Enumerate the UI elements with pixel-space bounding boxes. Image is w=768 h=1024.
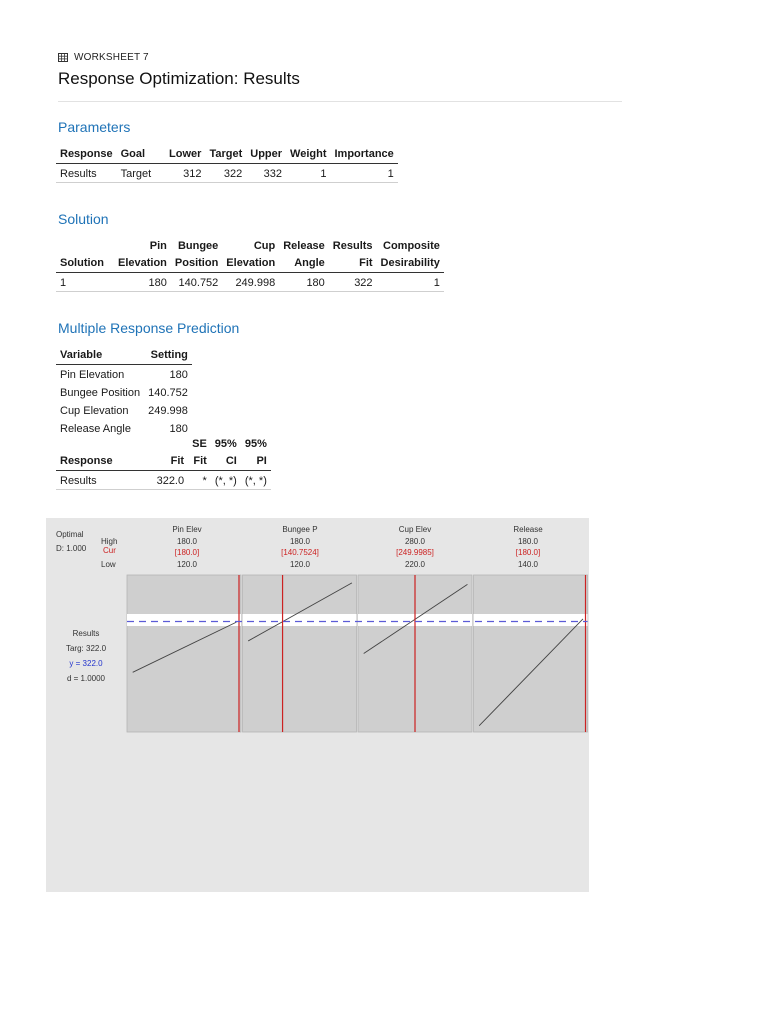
table-cell: 1: [331, 164, 398, 183]
variable-settings-table: [56, 347, 192, 437]
low-label: Low: [101, 560, 116, 569]
factor-cur: [249.9985]: [396, 548, 434, 557]
table-header-row: [56, 436, 271, 453]
table-header-row: [56, 453, 271, 471]
factor-high: 180.0: [517, 537, 539, 546]
table-row: [56, 164, 398, 183]
column-header: Cup: [253, 240, 276, 252]
target-band: [243, 614, 357, 626]
column-header: Position: [171, 255, 222, 273]
column-header: Elevation: [114, 255, 171, 273]
response-name-label: Results: [72, 629, 100, 638]
desirability-label: d = 1.0000: [66, 674, 106, 683]
factor-low: 120.0: [176, 560, 198, 569]
column-header: Elevation: [222, 255, 279, 273]
prediction-title: Multiple Response Prediction: [58, 320, 240, 336]
column-header: PI: [241, 453, 271, 471]
factor-header-bungee: [281, 525, 319, 569]
column-header: Desirability: [377, 255, 444, 273]
factor-header-pin: [172, 525, 201, 569]
table-cell: 180: [279, 273, 329, 292]
column-header: Fit: [153, 453, 189, 471]
factor-high: 180.0: [289, 537, 311, 546]
table-row: [56, 273, 444, 292]
column-header: Results: [332, 240, 373, 252]
table-row: [56, 401, 192, 419]
factor-header-cup: [396, 525, 434, 569]
table-cell: 140.752: [148, 387, 188, 399]
table-cell: 1: [377, 273, 444, 292]
factor-name: Bungee P: [282, 525, 318, 534]
column-header: Weight: [286, 146, 330, 164]
column-header: Response: [56, 146, 117, 164]
response-prediction-table: [56, 436, 271, 490]
column-header: Target: [205, 146, 246, 164]
factor-header-release: [513, 525, 543, 569]
table-cell: 322.0: [153, 471, 189, 490]
table-cell: (*, *): [241, 471, 271, 490]
table-cell: 332: [246, 164, 286, 183]
factor-low: 120.0: [289, 560, 311, 569]
table-row: [56, 365, 192, 384]
high-label: High: [101, 537, 118, 546]
factor-cur: [180.0]: [515, 548, 541, 557]
table-row: [56, 419, 192, 437]
table-cell: Target: [117, 164, 165, 183]
table-cell: 322: [329, 273, 377, 292]
table-cell: (*, *): [211, 471, 241, 490]
factor-cur: [180.0]: [174, 548, 200, 557]
table-cell: 312: [165, 164, 205, 183]
worksheet-grid-icon: [58, 53, 68, 62]
table-cell: 140.752: [171, 273, 222, 292]
solution-title: Solution: [58, 211, 109, 227]
column-header: Release: [283, 240, 325, 252]
factor-name: Cup Elev: [398, 525, 432, 534]
column-header: [56, 436, 153, 453]
column-header: [153, 436, 189, 453]
factor-name: Pin Elev: [172, 525, 202, 534]
column-header: Fit: [188, 453, 211, 471]
table-cell: 249.998: [148, 405, 188, 417]
table-cell: 322: [205, 164, 246, 183]
table-cell: Results: [56, 164, 117, 183]
column-header: Upper: [246, 146, 286, 164]
page-title: Response Optimization: Results: [58, 69, 300, 88]
factor-high: 180.0: [176, 537, 198, 546]
cur-label: Cur: [103, 546, 116, 555]
factor-panels: [127, 575, 588, 732]
table-cell: 180: [169, 369, 188, 381]
optimal-label: Optimal: [56, 530, 84, 539]
table-cell: 249.998: [222, 273, 279, 292]
factor-panel: [243, 575, 357, 732]
composite-d-label: D: 1.000: [56, 544, 87, 553]
column-header: Composite: [383, 240, 440, 252]
table-header-row: [56, 347, 192, 365]
column-header: Goal: [117, 146, 165, 164]
optimization-plot-canvas: [46, 518, 589, 892]
column-header: 95%: [214, 438, 237, 450]
target-label: Targ: 322.0: [65, 644, 107, 653]
table-row: [56, 383, 192, 401]
factor-high: 280.0: [404, 537, 426, 546]
parameters-title: Parameters: [58, 119, 131, 135]
target-band: [474, 614, 588, 626]
target-band: [127, 614, 241, 626]
factor-name: Release: [513, 525, 543, 534]
column-header: Bungee: [177, 240, 219, 252]
column-header: Fit: [329, 255, 377, 273]
table-cell: Pin Elevation: [60, 369, 125, 381]
table-cell: Bungee Position: [60, 387, 141, 399]
factor-panel: [474, 575, 588, 732]
column-header: Lower: [165, 146, 205, 164]
predicted-y-label: y = 322.0: [69, 659, 103, 668]
column-header: Angle: [279, 255, 329, 273]
solution-table: [56, 238, 444, 292]
table-header-row: [56, 146, 398, 164]
table-header-row: [56, 255, 444, 273]
column-header: CI: [211, 453, 241, 471]
factor-low: 220.0: [404, 560, 426, 569]
parameters-table: [56, 146, 398, 183]
table-cell: 180: [114, 273, 171, 292]
table-header-row: [56, 238, 444, 255]
column-header: Setting: [144, 347, 192, 365]
column-header: Variable: [56, 347, 144, 365]
table-cell: Release Angle: [60, 423, 131, 435]
optimization-plot: [46, 518, 589, 892]
table-cell: 1: [56, 273, 114, 292]
factor-panel: [127, 575, 241, 732]
page-header: [58, 52, 622, 89]
table-cell: 1: [286, 164, 330, 183]
column-header: [56, 238, 114, 255]
column-header: Importance: [331, 146, 398, 164]
table-cell: 180: [169, 423, 188, 435]
table-cell: *: [188, 471, 211, 490]
column-header: 95%: [244, 438, 267, 450]
worksheet-label: WORKSHEET 7: [74, 52, 149, 63]
factor-cur: [140.7524]: [281, 548, 319, 557]
column-header: SE: [192, 438, 207, 450]
table-cell: Cup Elevation: [60, 405, 129, 417]
factor-low: 140.0: [517, 560, 539, 569]
table-cell: Results: [56, 471, 153, 490]
table-row: [56, 471, 271, 490]
column-header: Response: [56, 453, 153, 471]
column-header: Solution: [56, 255, 114, 273]
worksheet-label-row: [58, 52, 622, 63]
column-header: Pin: [149, 240, 167, 252]
header-divider: [58, 101, 622, 102]
